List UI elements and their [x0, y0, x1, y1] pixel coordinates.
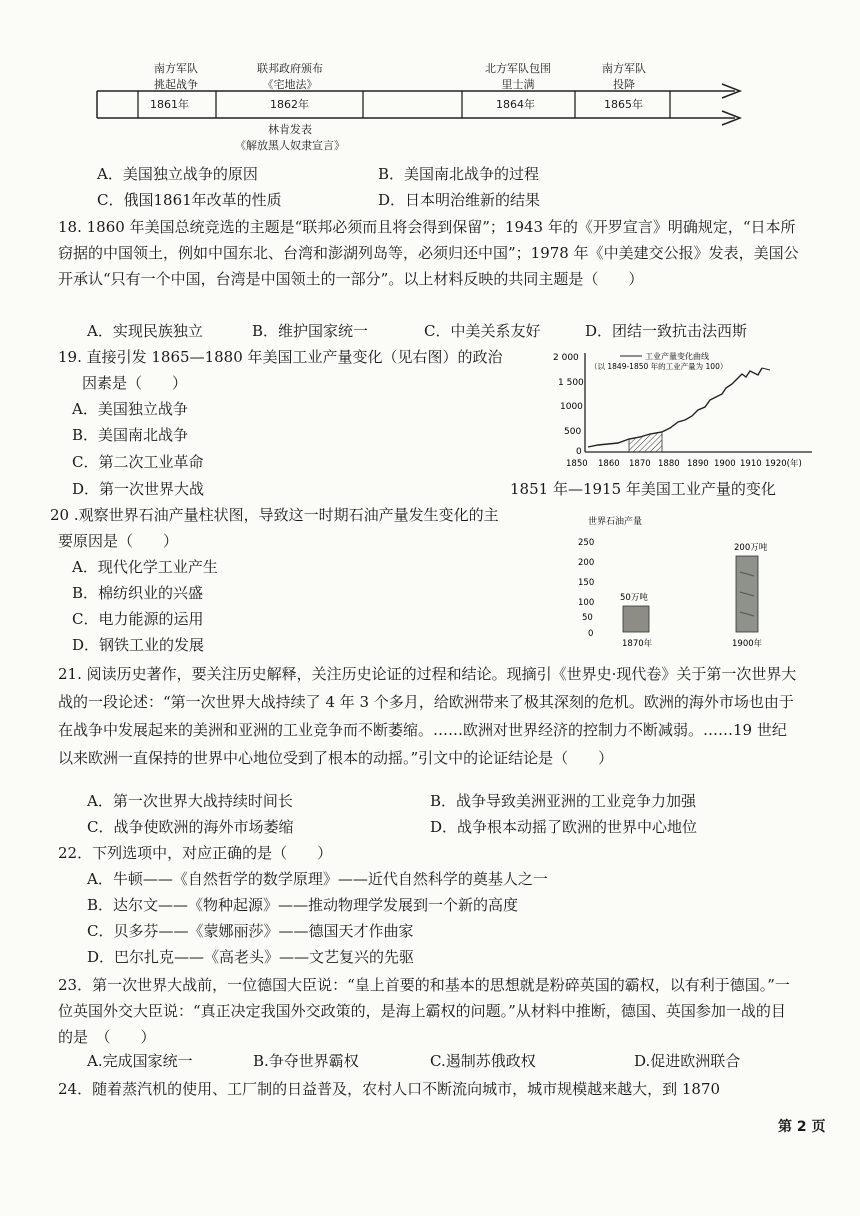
timeline-year-1864: 1864年	[496, 98, 535, 111]
x-tick-1900: 1900	[714, 459, 736, 469]
q22-option-d[interactable]: D．巴尔扎克——《高老头》——文艺复兴的先驱	[87, 948, 415, 966]
q23-option-b[interactable]: B.争夺世界霸权	[253, 1052, 359, 1070]
q22-option-a[interactable]: A．牛顿——《自然哲学的数学原理》——近代自然科学的奠基人之一	[87, 870, 548, 888]
q20-option-a[interactable]: A．现代化学工业产生	[72, 558, 218, 576]
q17-option-c[interactable]: C．俄国1861年改革的性质	[97, 191, 282, 209]
industrial-output-chart	[550, 348, 820, 473]
timeline-year-1861: 1861年	[150, 98, 189, 111]
q21-stem: 21. 阅读历史著作，要关注历史解释，关注历史论证的过程和结论。现摘引《世界史·现代卷》关于第一次世界大战的一段论述：“第一次世界大战持续了 4 年 3 个多月，给欧洲带来了极其深刻的危机。欧洲的海外市场也由于在战争中发展起来的美洲和亚洲的工业竞争而不断萎缩。……欧洲对世界经济的控制力不断减弱。……19 世纪以来欧洲一直保持的世界中心地位受到了根本的动摇。”引文中的论证结论是（ ）	[58, 665, 797, 767]
y-tick-500: 500	[564, 427, 582, 437]
oil-value-label-1870: 50万吨	[620, 593, 648, 603]
q23-option-a[interactable]: A.完成国家统一	[87, 1052, 193, 1070]
oil-x-label-1900: 1900年	[732, 639, 763, 649]
y-tick-0: 0	[576, 447, 582, 457]
q22-stem: 22．下列选项中，对应正确的是（ ）	[58, 844, 333, 862]
x-tick-1880: 1880	[658, 459, 680, 469]
timeline-diagram	[0, 0, 860, 150]
timeline-label-1: 南方军队 挑起战争	[154, 62, 198, 91]
q21-option-a[interactable]: A．第一次世界大战持续时间长	[87, 792, 293, 810]
oil-y-tick-150: 150	[578, 578, 595, 588]
y-tick-1000: 1000	[560, 402, 583, 412]
oil-y-tick-50: 50	[582, 613, 593, 623]
timeline-label-2: 联邦政府颁布 《宅地法》	[257, 62, 323, 91]
q19-option-b[interactable]: B．美国南北战争	[72, 426, 189, 444]
oil-y-tick-100: 100	[578, 598, 595, 608]
x-tick-1870: 1870	[629, 459, 651, 469]
q20-option-c[interactable]: C．电力能源的运用	[72, 610, 204, 628]
timeline-year-1862: 1862年	[270, 98, 309, 111]
q22-option-b[interactable]: B．达尔文——《物种起源》——推动物理学发展到一个新的高度	[87, 896, 519, 914]
q20-option-b[interactable]: B．棉纺织业的兴盛	[72, 584, 204, 602]
q21-option-c[interactable]: C．战争使欧洲的海外市场萎缩	[87, 818, 294, 836]
q20-stem-line2: 要原因是（ ）	[58, 532, 179, 550]
q20-option-d[interactable]: D．钢铁工业的发展	[72, 636, 205, 654]
q18-option-b[interactable]: B．维护国家统一	[252, 322, 369, 340]
q18-option-d[interactable]: D．团结一致抗击法西斯	[585, 322, 748, 340]
q19-chart-caption: 1851 年—1915 年美国工业产量的变化	[510, 480, 776, 498]
x-tick-1910: 1910	[740, 459, 762, 469]
timeline-label-3: 北方军队包围 里士满	[485, 62, 551, 91]
q17-option-b[interactable]: B．美国南北战争的过程	[378, 165, 540, 183]
q19-option-d[interactable]: D．第一次世界大战	[72, 480, 205, 498]
q18-stem: 18. 1860 年美国总统竞选的主题是“联邦必须而且将会得到保留”；1943 年的《开罗宣言》明确规定，“日本所窃据的中国领土，例如中国东北、台湾和澎湖列岛等，必须归还中国”；1978 年《中美建交公报》发表，美国公开承认“只有一个中国，台湾是中国领土的一部分”。以上材料反映的共同主题是（ ）	[58, 218, 799, 288]
q22-option-c[interactable]: C．贝多芬——《蒙娜丽莎》——德国天才作曲家	[87, 922, 414, 940]
oil-y-tick-0: 0	[588, 629, 594, 639]
q17-option-a[interactable]: A．美国独立战争的原因	[97, 165, 258, 183]
q21-option-b[interactable]: B．战争导致美洲亚洲的工业竞争力加强	[430, 792, 697, 810]
q19-stem-line2: 因素是（ ）	[82, 374, 188, 392]
q19-option-c[interactable]: C．第二次工业革命	[72, 453, 204, 471]
x-tick-1860: 1860	[598, 459, 620, 469]
timeline-bottom-label: 林肯发表 《解放黑人奴隶宣言》	[235, 123, 345, 152]
oil-y-tick-250: 250	[578, 538, 595, 548]
q23-option-c[interactable]: C.遏制苏俄政权	[430, 1052, 536, 1070]
q19-option-a[interactable]: A．美国独立战争	[72, 400, 188, 418]
q24-stem: 24．随着蒸汽机的使用、工厂制的日益普及，农村人口不断流向城市，城市规模越来越大，到 1870	[58, 1080, 721, 1098]
oil-bar-1870	[623, 606, 649, 632]
timeline-label-4: 南方军队 投降	[602, 62, 646, 91]
timeline-year-1865: 1865年	[604, 98, 643, 111]
q18-option-a[interactable]: A．实现民族独立	[87, 322, 203, 340]
chart-legend-1: 工业产量变化曲线	[645, 352, 709, 361]
q23-option-d[interactable]: D.促进欧洲联合	[634, 1052, 741, 1070]
q19-stem-line1: 19. 直接引发 1865—1880 年美国工业产量变化（见右图）的政治	[58, 348, 503, 366]
industrial-output-curve	[588, 368, 762, 447]
q20-stem-line1: 20 .观察世界石油产量柱状图，导致这一时期石油产量发生变化的主	[50, 506, 499, 524]
x-tick-1920: 1920(年)	[765, 459, 802, 469]
chart-legend-2: （以 1849-1850 年的工业产量为 100）	[590, 362, 728, 371]
x-tick-1890: 1890	[687, 459, 709, 469]
q18-option-c[interactable]: C．中美关系友好	[424, 322, 541, 340]
oil-production-chart	[572, 512, 812, 652]
q17-option-d[interactable]: D．日本明治维新的结果	[378, 191, 541, 209]
y-tick-2000: 2 000	[553, 353, 579, 363]
x-tick-1850: 1850	[566, 459, 588, 469]
oil-y-tick-200: 200	[578, 558, 595, 568]
q21-option-d[interactable]: D．战争根本动摇了欧洲的世界中心地位	[430, 818, 698, 836]
q23-stem: 23．第一次世界大战前，一位德国大臣说：“皇上首要的和基本的思想就是粉碎英国的霸权，以有利于德国。”一位英国外交大臣说：“真正决定我国外交政策的，是海上霸权的问题。”从材料中推断，德国、英国参加一战的目的是 （ ）	[58, 976, 790, 1046]
oil-value-label-1900: 200万吨	[734, 543, 768, 553]
page-number: 第 2 页	[778, 1119, 826, 1135]
oil-x-label-1870: 1870年	[622, 639, 653, 649]
y-tick-1500: 1 500	[558, 378, 584, 388]
oil-chart-title: 世界石油产量	[588, 517, 643, 527]
